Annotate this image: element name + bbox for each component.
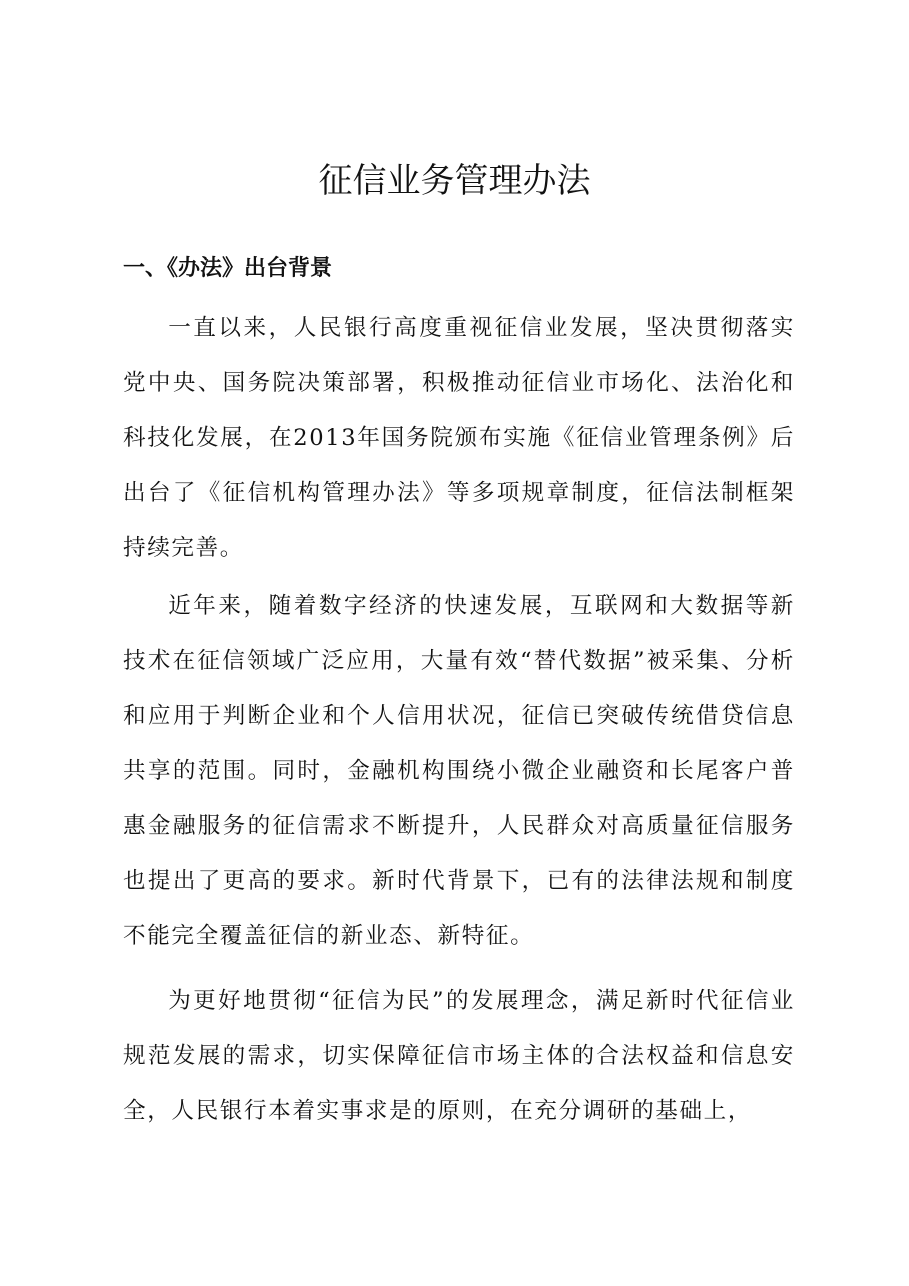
paragraph-3: 为更好地贯彻“征信为民”的发展理念，满足新时代征信业规范发展的需求，切实保障征信市场主体的合法权益和信息安全，人民银行本着实事求是的原则，在充分调研的基础上， [123, 988, 795, 1124]
paragraph-1: 一直以来，人民银行高度重视征信业发展，坚决贯彻落实党中央、国务院决策部署，积极推动征信业市场化、法治化和科技化发展，在2013年国务院颁布实施《征信业管理条例》后出台了《征信机构管理办法》等多项规章制度，征信法制框架持续完善。 [123, 315, 795, 561]
document-title: 征信业务管理办法 [318, 161, 591, 201]
section-heading: 一、《办法》出台背景 [123, 256, 333, 281]
paragraph-2: 近年来，随着数字经济的快速发展，互联网和大数据等新技术在征信领域广泛应用，大量有效“替代数据”被采集、分析和应用于判断企业和个人信用状况，征信已突破传统借贷信息共享的范围。同时，金融机构围绕小微企业融资和长尾客户普惠金融服务的征信需求不断提升，人民群众对高质量征信服务也提出了更高的要求。新时代背景下，已有的法律法规和制度不能完全覆盖征信的新业态、新特征。 [123, 593, 795, 949]
